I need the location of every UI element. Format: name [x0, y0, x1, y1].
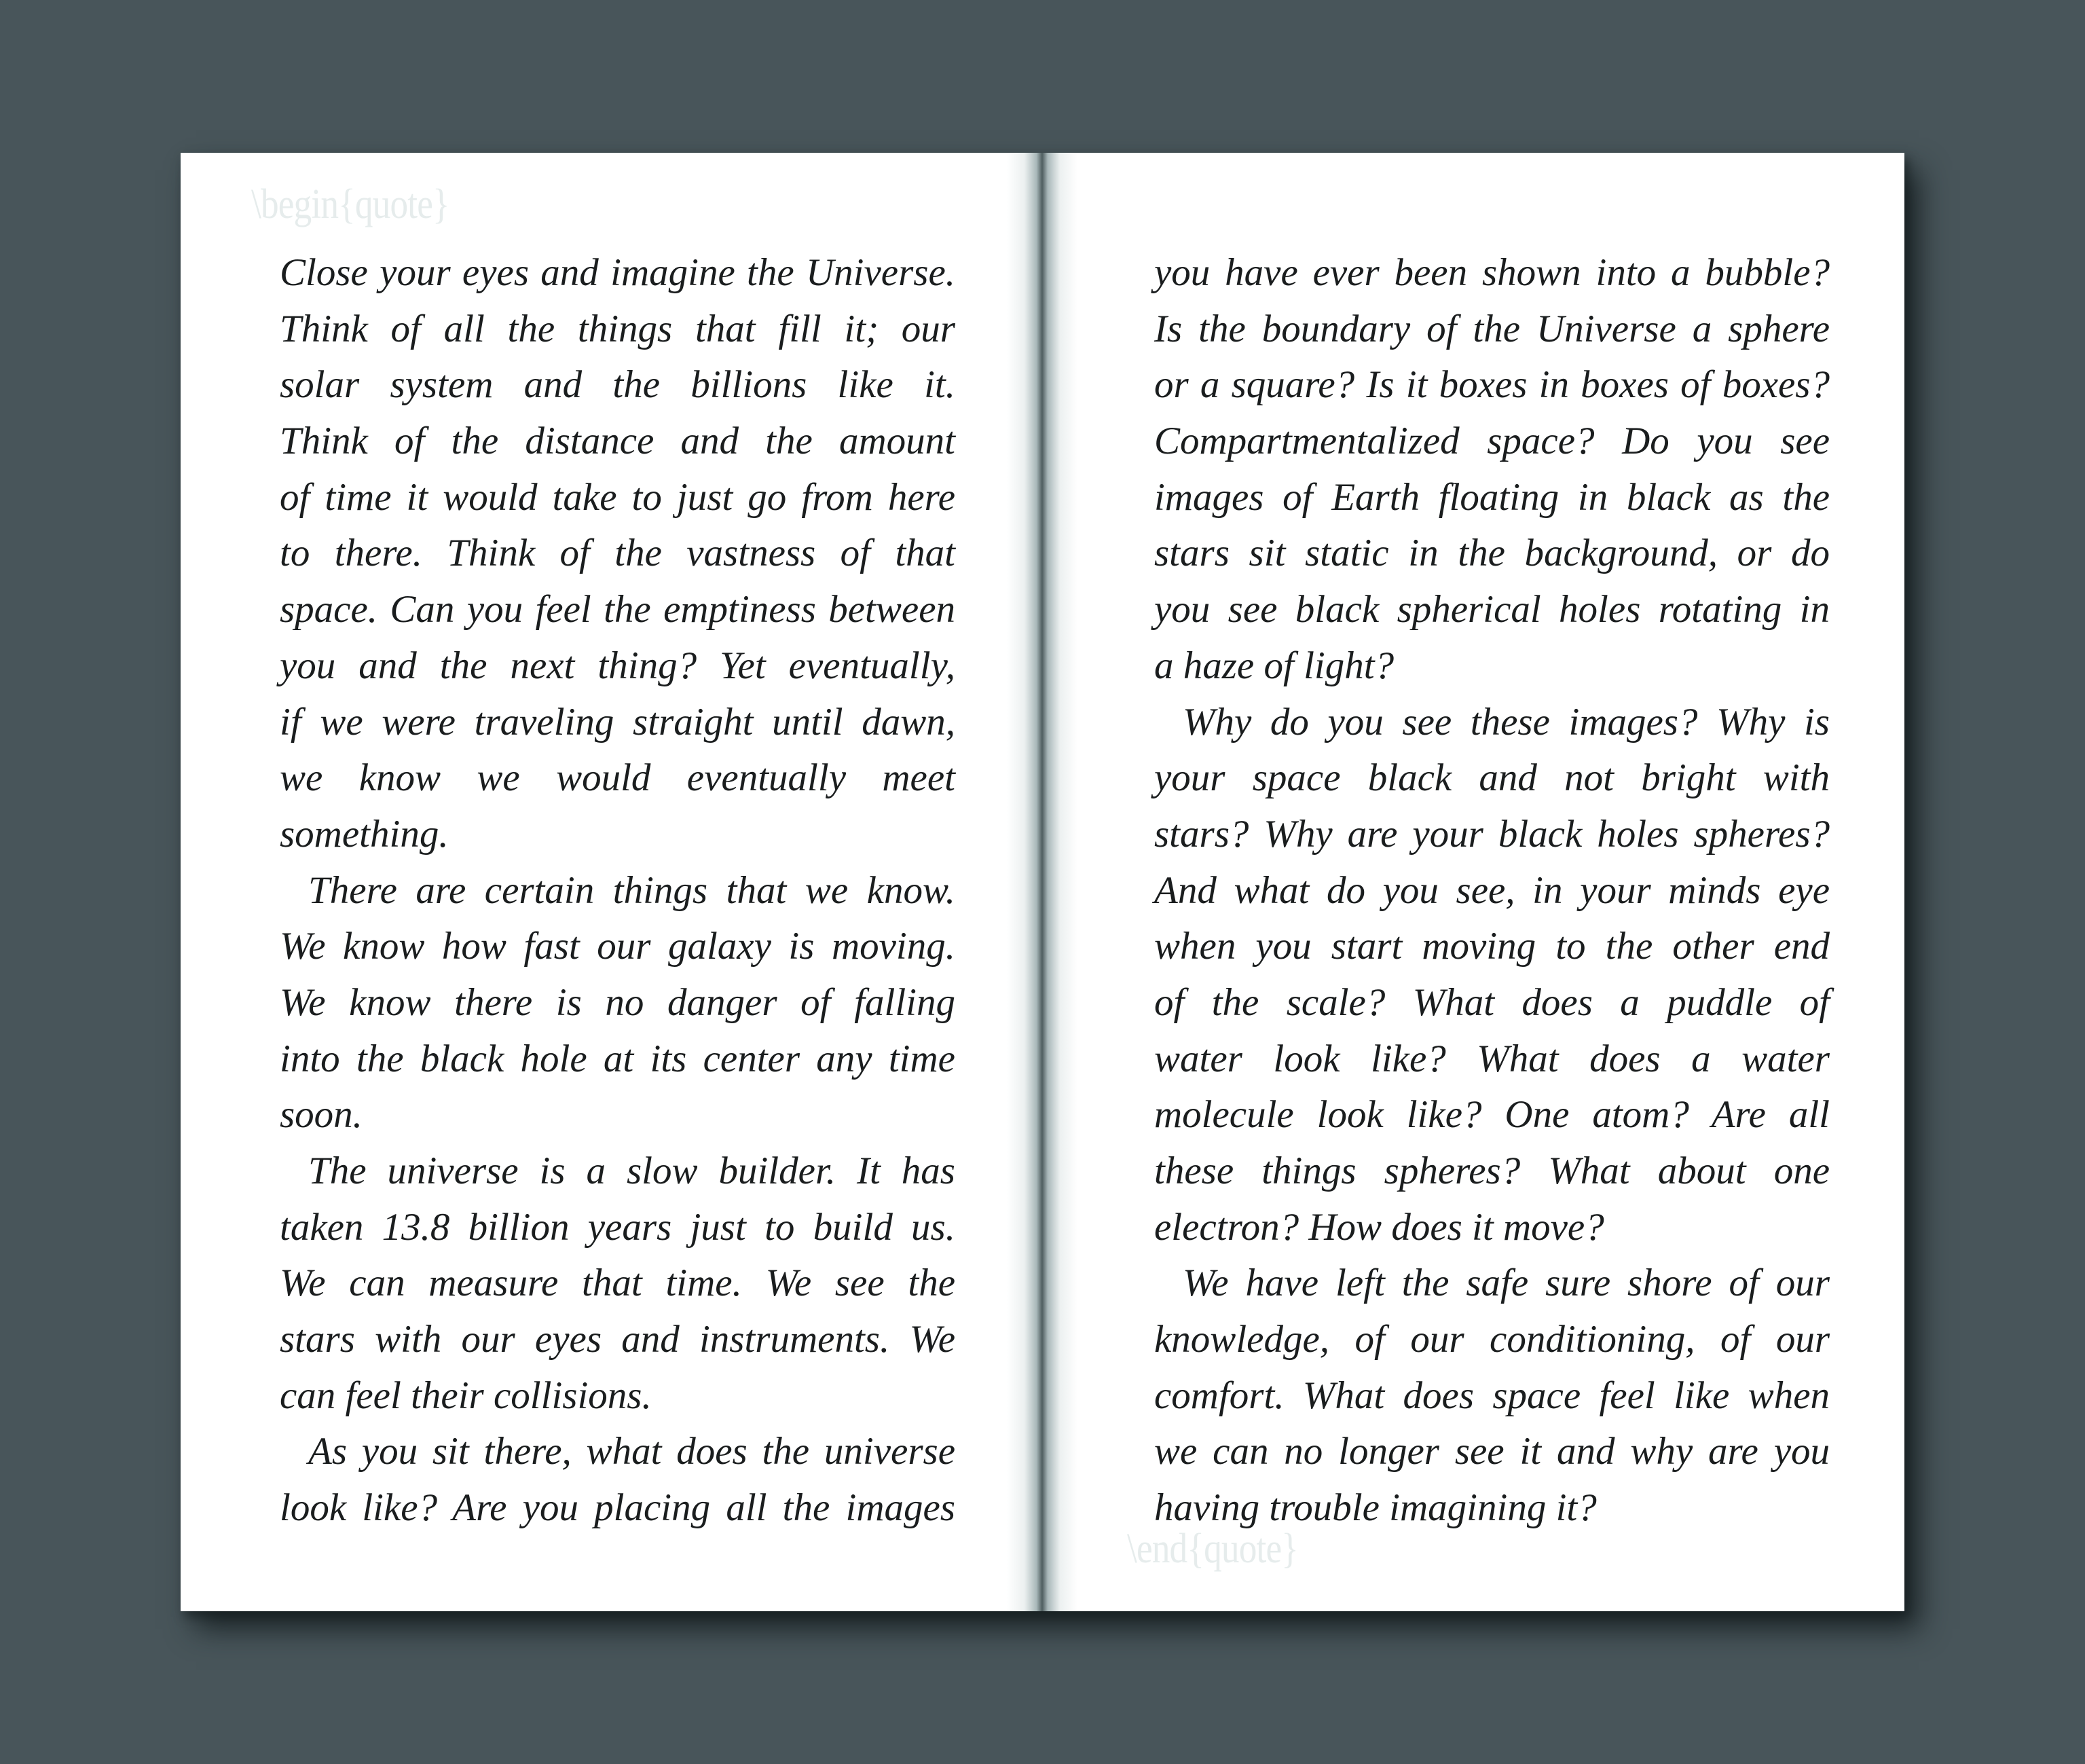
text-line: you have ever been shown into a bubble?	[1154, 251, 1830, 294]
text-line: There are certain things that we know.	[308, 868, 955, 912]
text-line: your space black and not bright with	[1154, 756, 1830, 800]
text-line: when you start moving to the other end	[1154, 925, 1830, 968]
text-line: if we were traveling straight until dawn,	[280, 700, 955, 743]
book-spread	[181, 153, 1904, 1611]
text-line: Is the boundary of the Universe a sphere	[1154, 307, 1830, 350]
text-line: The universe is a slow builder. It has	[308, 1150, 955, 1192]
text-line: we can no longer see it and why are you	[1154, 1430, 1830, 1473]
text-line: molecule look like? One atom? Are all	[1154, 1093, 1830, 1137]
text-line: having trouble imagining it?	[1154, 1486, 1597, 1530]
text-line: electron? How does it move?	[1154, 1205, 1604, 1249]
text-line: these things spheres? What about one	[1154, 1150, 1830, 1192]
text-line: a haze of light?	[1154, 644, 1395, 687]
text-line: As you sit there, what does the universe	[308, 1430, 955, 1473]
text-line: comfort. What does space feel like when	[1154, 1374, 1830, 1417]
text-line: something.	[280, 812, 449, 856]
text-line: water look like? What does a water	[1154, 1037, 1830, 1080]
text-line: soon.	[280, 1093, 363, 1137]
text-line: Think of all the things that fill it; our	[280, 307, 955, 350]
text-line: you see black spherical holes rotating in	[1154, 588, 1830, 631]
text-line: we know we would eventually meet	[280, 756, 955, 800]
text-line: knowledge, of our conditioning, of our	[1154, 1318, 1830, 1361]
text-line: We have left the safe sure shore of our	[1183, 1262, 1830, 1305]
text-line: space. Can you feel the emptiness between	[280, 588, 955, 631]
text-line: look like? Are you placing all the images	[280, 1486, 955, 1530]
text-line: you and the next thing? Yet eventually,	[280, 644, 955, 687]
text-line: images of Earth floating in black as the	[1154, 475, 1830, 519]
text-line: or a square? Is it boxes in boxes of boxes?	[1154, 363, 1830, 407]
right-page-text	[1154, 245, 1830, 1537]
text-line: solar system and the billions like it.	[280, 363, 955, 407]
text-line: Think of the distance and the amount	[280, 420, 955, 463]
text-line: Compartmentalized space? Do you see	[1154, 420, 1830, 463]
begin-quote-marker: \begin{quote}	[251, 181, 449, 227]
text-line: of the scale? What does a puddle of	[1154, 980, 1830, 1024]
end-quote-marker: \end{quote}	[1127, 1526, 1298, 1572]
text-line: taken 13.8 billion years just to build us.	[280, 1205, 955, 1249]
text-line: of time it would take to just go from here	[280, 475, 955, 519]
text-line: stars with our eyes and instruments. We	[280, 1318, 955, 1361]
text-line: Why do you see these images? Why is	[1183, 700, 1830, 743]
book-gutter-shadow	[1007, 153, 1077, 1611]
left-page-text	[280, 245, 955, 1537]
text-line: can feel their collisions.	[280, 1374, 652, 1417]
text-line: into the black hole at its center any time	[280, 1037, 955, 1080]
text-line: We know how fast our galaxy is moving.	[280, 925, 955, 968]
text-line: to there. Think of the vastness of that	[280, 532, 955, 575]
text-line: stars sit static in the background, or do	[1154, 532, 1830, 575]
text-line: We know there is no danger of falling	[280, 980, 955, 1024]
text-line: We can measure that time. We see the	[280, 1262, 955, 1305]
text-line: Close your eyes and imagine the Universe.	[280, 251, 955, 294]
text-line: And what do you see, in your minds eye	[1154, 868, 1830, 912]
text-line: stars? Why are your black holes spheres?	[1154, 812, 1830, 856]
